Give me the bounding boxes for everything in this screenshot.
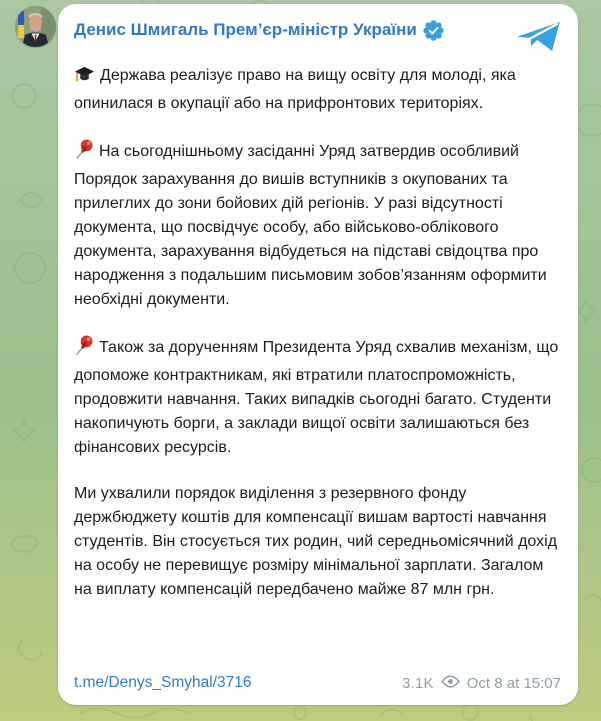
post-link[interactable]: t.me/Denys_Smyhal/3716 (74, 674, 252, 691)
pushpin-icon (74, 334, 94, 364)
avatar-portrait-image (15, 6, 56, 47)
channel-avatar[interactable] (15, 6, 56, 47)
message-paragraph: Також за дорученням Президента Уряд схвалив механізм, що допоможе контрактникам, які втратили платоспроможність, продовжити навчання. Таких випадків сьогодні багато. Студенти накопичують борги, а заклади вищої освіти залишаються без фінансових ресурсів. (74, 334, 561, 460)
graduation-cap-icon (74, 64, 95, 92)
message-paragraph: На сьогоднішньому засіданні Уряд затвердив особливий Порядок зарахування до вишів вступників з окупованих та прилеглих до зони бойових дій регіонів. У разі відсутності документа, що посвідчує особу, або військово-облікового документа, зарахування відбудеться на підставі свідоцтва про народження з подальшим письмовим зобов’язанням оформити необхідні документи. (74, 138, 561, 312)
message-paragraph: Держава реалізує право на вищу освіту для молоді, яка опинилася в окупації або на прифронтових територіях. (74, 64, 561, 116)
telegram-logo-icon[interactable] (516, 21, 561, 57)
channel-name[interactable]: Денис Шмигаль Прем’єр-міністр України (74, 20, 417, 39)
verified-badge-icon (423, 20, 444, 46)
timestamp: Oct 8 at 15:07 (466, 674, 561, 692)
message-paragraph: Ми ухвалили порядок виділення з резервного фонду держбюджету коштів для компенсації вишам вартості навчання студентів. Він стосується тих родин, чий середньомісячний дохід на особу не перевищує розміру мінімальної зарплати. Загалом на виплату компенсацій передбачено майже 87 млн грн. (74, 485, 558, 598)
message-text (74, 64, 561, 602)
message-bubble (58, 4, 578, 705)
pushpin-icon (74, 138, 94, 168)
message-footer (74, 674, 561, 692)
eye-icon (441, 675, 460, 692)
message-meta (402, 675, 561, 692)
views-count: 3.1K (402, 674, 434, 692)
message-header (74, 19, 561, 57)
